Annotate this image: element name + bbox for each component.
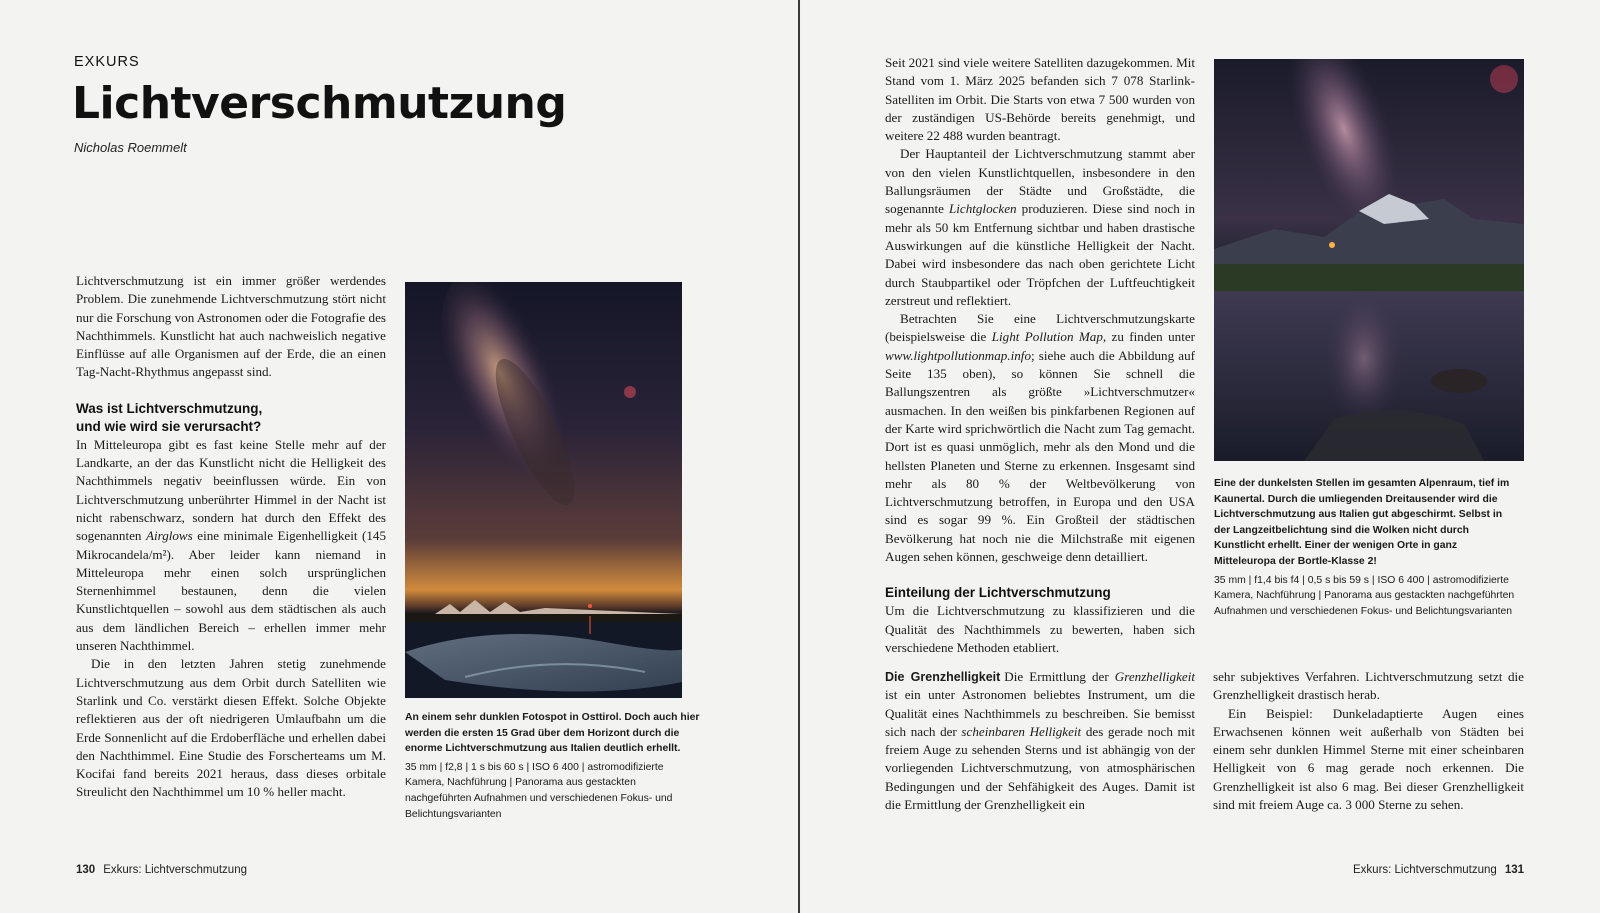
subheading-what-is [76, 400, 386, 436]
body-paragraph [885, 310, 1195, 566]
text-run: In Mitteleuropa gibt es fast keine Stelle mehr auf der Landkarte, an der das Kunstlicht nicht die Helligkeit des Nachthimmels negativ beeinflussen würde. Ein von Lichtverschmutzung unberührter Himmel in der Nacht ist nicht rabenschwarz, sondern hat durch den Effekt des sogenannten [76, 436, 386, 544]
body-paragraph: Ein Beispiel: Dunkeladaptierte Augen eines Erwachsenen können weit außerhalb von Städten bei einem sehr dunklen Himmel Sterne mit einer scheinbaren Helligkeit von 6 mag gerade noch erkennen. Die Grenzhelligkeit ist also 6 mag. Bei dieser Grenzhelligkeit sind mit freiem Auge ca. 3 000 Sterne zu sehen. [1213, 705, 1524, 813]
italic-term: Grenzhelligkeit [1114, 669, 1196, 684]
caption-description: Eine der dunkelsten Stellen im gesamten Alpenraum, tief im Kaunertal. Durch die umliegenden Dreitausender wird die Lichtverschmutzung aus Italien gut abgeschirmt. Selbst in der Langzeitbelichtung sind die Wolken nicht durch Kunstlicht erhellt. Einer der wenigen Orte in ganz Mitteleuropa der Bortle-Klasse 2! [1214, 478, 1510, 567]
text-run: eine minimale Eigenhelligkeit (145 Mikrocandela/m²). Aber leider kann niemand in Mitteleuropa mehr einen solch ursprünglichen Sternenhimmel bestaunen, denn die vielen Kunstlichtquellen – sowohl aus dem städtischen als auch aus dem ländlichen Bereich – erhellen immer mehr unseren Nachthimmel. [76, 528, 386, 654]
body-paragraph [76, 436, 386, 656]
subheading-classification: Einteilung der Lichtverschmutzung [885, 585, 1111, 601]
body-paragraph: Um die Lichtverschmutzung zu klassifizieren und die Qualität des Nachthimmels zu bewerten, haben sich verschiedene Methoden etabliert. [885, 603, 1195, 655]
text-run: Der Hauptanteil der Lichtverschmutzung stammt aber von den vielen Kunstlichtquellen, insbesondere in den Ballungsräumen der Städte und Großstädte, die sogenannte [885, 146, 1195, 217]
text-run: Betrachten Sie eine Lichtverschmutzungskarte (beispielsweise die [885, 311, 1195, 345]
body-paragraph: sehr subjektives Verfahren. Lichtverschmutzung setzt die Grenzhelligkeit drastisch herab. [1213, 669, 1524, 703]
italic-term: Light Pollution Map [991, 329, 1103, 345]
italic-term: Lichtglocken [948, 201, 1017, 217]
text-run: ; siehe auch die Abbildung auf Seite 135 oben), so können Sie schnell die Ballungszentren als größte »Lichtverschmutzer« ausmachen. In den weißen bis pinkfarbenen Regionen auf der Karte wird sprichwörtlich die Nacht zum Tag gemacht. Dort ist es quasi unmöglich, mehr als den Mond und die hellsten Planeten und Sterne zu erkennen. Insgesamt sind mehr als 80 % der Weltbevölkerung von Lichtverschmutzung betroffen, in Europa und den USA sind es sogar 99 %. Ein Großteil der städtischen Bevölkerung hat noch nie die Milchstraße mit eigenen Augen sehen können, geschweige denn detailliert. [885, 347, 1195, 565]
footer-right [1353, 864, 1524, 876]
text-run: , zu finden unter [1102, 329, 1195, 345]
italic-term: Airglows [145, 528, 193, 544]
mountain-lake-reflection-image [1214, 59, 1524, 461]
photo-osttirol-milky-way [405, 282, 682, 698]
footer-left [76, 864, 247, 876]
body-paragraph [885, 668, 1195, 814]
caption-specs: 35 mm | f1,4 bis f4 | 0,5 s bis 59 s | ISO 6 400 | astromodifizierte Kamera, Nachführung | Panorama aus gestackten nachgeführten Aufnahmen und verschiedenen Fokus- und Belichtungsvarianten [1214, 574, 1515, 617]
page-gutter [798, 0, 800, 913]
body-paragraph: Seit 2021 sind viele weitere Satelliten dazugekommen. Mit Stand vom 1. März 2025 befanden sich 7 078 Starlink-Satelliten im Orbit. Die Starts von etwa 7 500 wurden von der zuständigen US-Behörde bereits genehmigt, und weitere 22 488 wurden beantragt. [885, 55, 1195, 144]
right-text-column [885, 54, 1195, 657]
body-paragraph: Die in den letzten Jahren stetig zunehmende Lichtverschmutzung aus dem Orbit durch Satelliten wie Starlink und Co. verstärkt diesen Effekt. Solche Objekte reflektieren aus der oft niedrigeren Umlaufbahn um die Erde Sonnenlicht auf die Erdoberfläche und erhellen dabei den Nachthimmel. Eine Studie des Forscherteams um M. Kocifai fand bereits 2021 heraus, dass dieses orbitale Streulicht den Nachthimmel um 10 % heller macht. [76, 656, 386, 800]
section-kicker: EXKURS [74, 54, 140, 70]
page-number-left: 130 [76, 864, 96, 876]
run-in-heading: Die Grenzhelligkeit [885, 670, 1001, 684]
caption-specs: 35 mm | f2,8 | 1 s bis 60 s | ISO 6 400 | astromodifizierte Kamera, Nachführung | Panorama aus gestackten nachgeführten Aufnahmen und verschiedenen Fokus- und Belichtungsvarianten [405, 761, 673, 820]
body-paragraph [885, 145, 1195, 310]
text-run: des gerade noch mit freiem Auge zu sehenden Sterns und ist abhängig von der vorliegenden Lichtverschmutzung, von atmosphärischen Bedingungen und der Sehfähigkeit des Auges. Damit ist die Ermittlung der Grenzhelligkeit ein [885, 723, 1195, 813]
italic-term: scheinbaren Helligkeit [961, 723, 1082, 739]
page-title: Lichtverschmutzung [72, 78, 567, 129]
text-run: produzieren. Diese sind noch in mehr als 50 km Entfernung sichtbar und haben drastische Auswirkungen auf die künstliche Helligkeit der Nacht. Dabei wird insbesondere das nach oben gerichtete Licht durch Staubpartikel oder Tröpfchen der Luftfeuchtigkeit zerstreut und reflektiert. [885, 201, 1195, 308]
right-lower-column-1 [885, 668, 1195, 814]
running-footer-right: Exkurs: Lichtverschmutzung [1353, 864, 1497, 876]
url-text: www.lightpollutionmap.info [885, 347, 1031, 363]
photo-kaunertal-milky-way [1214, 59, 1524, 461]
milky-way-lake-image [405, 282, 682, 698]
subheading-line-2: und wie wird sie verursacht? [76, 418, 262, 434]
author-name: Nicholas Roemmelt [74, 140, 187, 155]
running-footer-left: Exkurs: Lichtverschmutzung [103, 864, 247, 876]
right-lower-column-2 [1213, 668, 1524, 814]
caption-right-photo [1214, 476, 1519, 619]
caption-left-photo [405, 710, 705, 822]
subheading-line-1: Was ist Lichtverschmutzung, [76, 400, 263, 416]
page-number-right: 131 [1504, 864, 1524, 876]
text-run: ist ein unter Astronomen beliebtes Instrument, um die Qualität eines Nachthimmels zu beschreiben. Sie bemisst sich nach der [885, 687, 1195, 739]
left-text-column [76, 272, 386, 802]
caption-description: An einem sehr dunklen Fotospot in Osttirol. Doch auch hier werden die ersten 15 Grad über dem Horizont durch die enorme Lichtverschmutzung aus Italien deutlich erhellt. [405, 712, 700, 755]
text-run: Die Ermittlung der [1004, 669, 1115, 684]
intro-paragraph: Lichtverschmutzung ist ein immer größer werdendes Problem. Die zunehmende Lichtverschmutzung stört nicht nur die Forschung von Astronomen oder die Fotografie des Nachthimmels. Kunstlicht hat auch nachweislich negative Einflüsse auf alle Organismen auf der Erde, die an einen Tag-Nacht-Rhythmus angepasst sind. [76, 273, 386, 380]
